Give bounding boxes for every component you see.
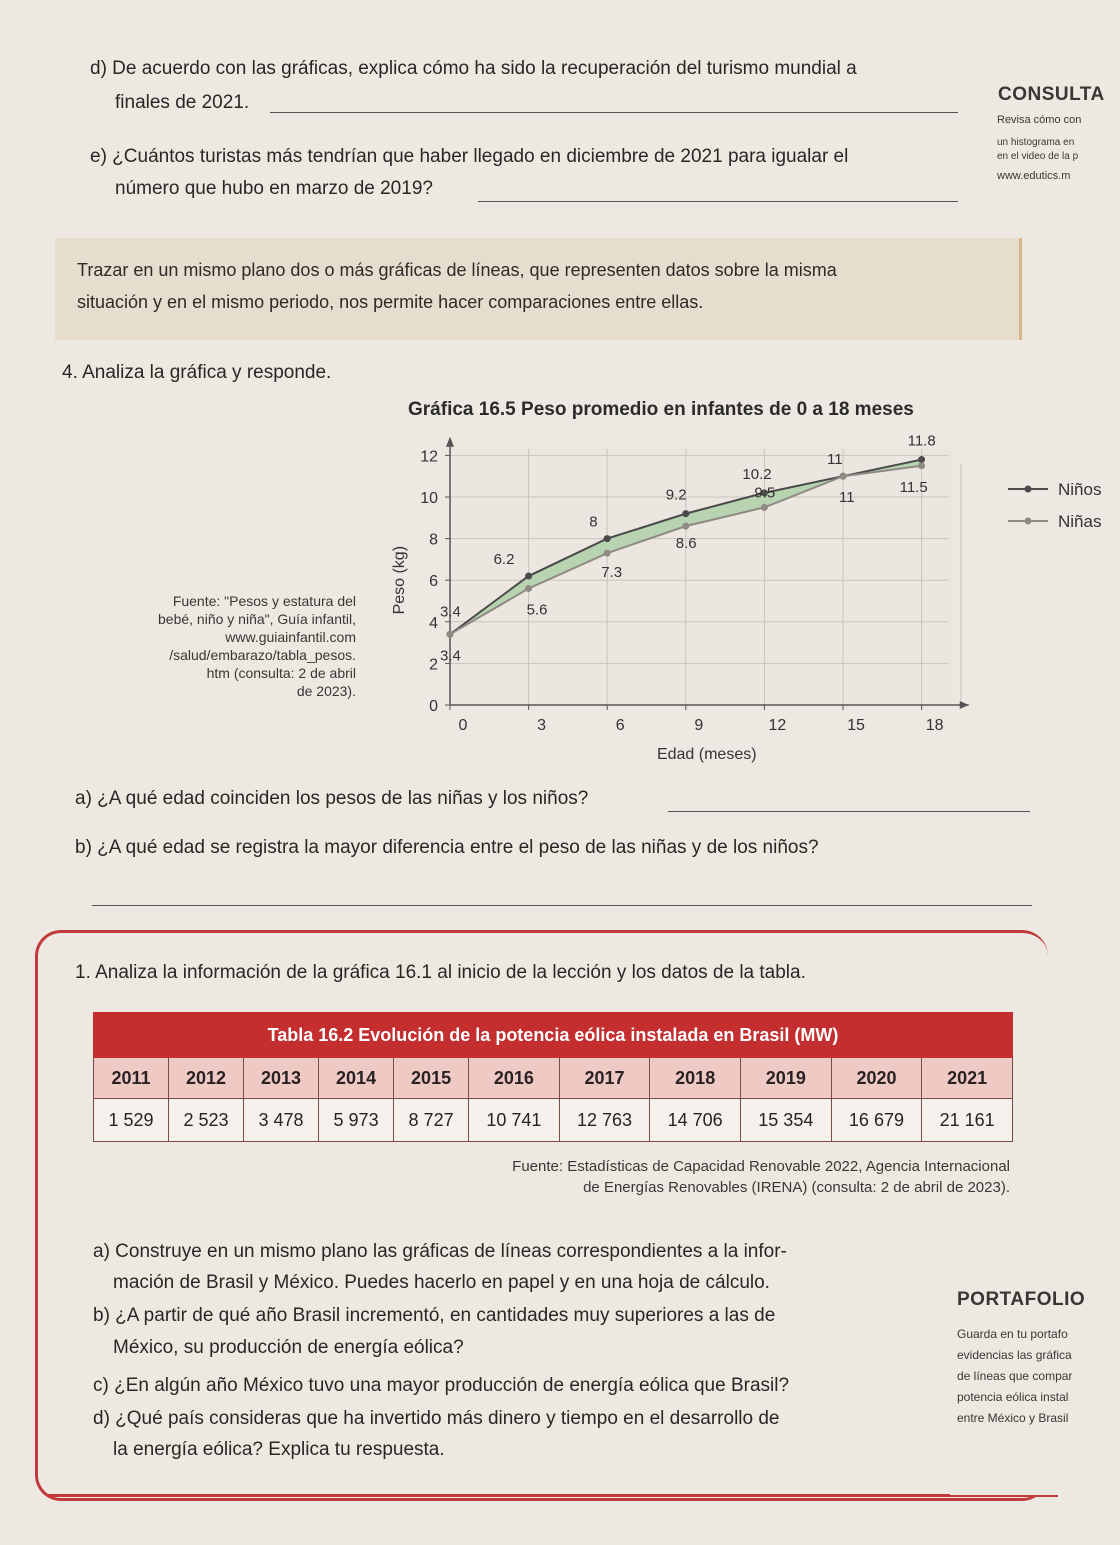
table-cell-value: 2 523 [169,1099,244,1142]
exercise4-question-a: a) ¿A qué edad coinciden los pesos de las niñas y los niños? [75,788,589,809]
activity1-a-line2: mación de Brasil y México. Puedes hacerlo en papel y en una hoja de cálculo. [113,1272,770,1293]
data-label: 5.6 [526,601,548,619]
table-cell-year: 2019 [741,1058,832,1099]
info-line2: situación y en el mismo periodo, nos permite hacer comparaciones entre ellas. [77,292,704,312]
data-point [682,523,689,530]
data-point [604,535,611,542]
activity1-b-line1: b) ¿A partir de qué año Brasil incrementó, en cantidades muy superiores a las de [93,1305,776,1326]
table-cell-year: 2014 [319,1058,394,1099]
y-axis-label: Peso (kg) [391,545,408,615]
x-axis-label: Edad (meses) [656,746,757,763]
data-point [525,585,532,592]
portafolio-line5: entre México y Brasil [957,1411,1069,1425]
activity1-title: 1. Analiza la información de la gráfica 16.1 al inicio de la lección y los datos de la tabla. [75,962,806,983]
data-label: 6.2 [493,551,515,569]
activity1-c: c) ¿En algún año México tuvo una mayor producción de energía eólica que Brasil? [93,1375,790,1396]
x-tick-label: 12 [768,717,787,734]
portafolio-line4: potencia eólica instal [957,1390,1069,1404]
portafolio-line3: de líneas que compar [957,1369,1073,1383]
table-cell-year: 2021 [922,1058,1013,1099]
table-cell-year: 2011 [94,1058,169,1099]
weight-chart [360,385,1120,770]
chart-title: Gráfica 16.5 Peso promedio en infantes de 0 a 18 meses [408,399,914,420]
source-line: Fuente: "Pesos y estatura del [172,593,356,609]
consulta-line1: Revisa cómo con [997,114,1082,126]
x-tick-label: 15 [847,717,865,734]
answer-line-e[interactable] [478,201,958,202]
data-label: 11 [839,489,855,507]
table-source-line1: Fuente: Estadísticas de Capacidad Renovable 2022, Agencia Internacional [512,1158,1010,1175]
table-cell-value: 16 679 [831,1099,922,1142]
answer-line-4b[interactable] [92,905,1032,906]
table-source-line2: de Energías Renovables (IRENA) (consulta: 2 de abril de 2023). [583,1179,1010,1196]
data-label: 9.2 [665,486,687,504]
y-tick-label: 0 [429,698,438,715]
table-cell-value: 5 973 [319,1099,394,1142]
portafolio-line2: evidencias las gráfica [957,1348,1072,1362]
table-cell-value: 15 354 [741,1099,832,1142]
question-e-line2: número que hubo en marzo de 2019? [115,178,433,199]
data-label: 8 [589,513,598,531]
x-tick-label: 9 [694,717,704,734]
table-cell-value: 1 529 [94,1099,169,1142]
data-label: 11 [827,451,843,469]
data-point [918,456,925,463]
table-source [300,1156,1010,1198]
source-line: htm (consulta: 2 de abril [206,665,356,681]
table-cell-year: 2013 [244,1058,319,1099]
data-label: 3.4 [440,603,461,621]
table-cell-value: 3 478 [244,1099,319,1142]
legend-label: Niños [1058,480,1102,499]
activity-box-bottom [48,1494,1058,1497]
activity1-d-line2: la energía eólica? Explica tu respuesta. [113,1439,445,1460]
y-tick-label: 6 [429,573,438,591]
table-caption: Tabla 16.2 Evolución de la potencia eólica instalada en Brasil (MW) [94,1013,1013,1058]
data-point [761,504,768,511]
question-d-line2: finales de 2021. [115,92,250,113]
activity1-d-line1: d) ¿Qué país consideras que ha invertido más dinero y tiempo en el desarrollo de [93,1408,780,1429]
exercise4-title: 4. Analiza la gráfica y responde. [62,362,332,383]
legend-swatch-point [1025,518,1032,525]
data-point [525,573,532,580]
x-tick-label: 3 [537,717,547,734]
y-tick-label: 4 [429,614,438,632]
activity1-b-line2: México, su producción de energía eólica? [113,1337,464,1358]
wind-power-table [93,1012,1013,1142]
info-box [55,238,1022,340]
table-cell-value: 12 763 [559,1099,650,1142]
data-point [447,631,454,638]
data-label: 9.5 [754,484,776,502]
activity1-a-line1: a) Construye en un mismo plano las gráficas de líneas correspondientes a la infor- [93,1241,787,1262]
data-label: 7.3 [601,564,623,582]
table-cell-year: 2012 [169,1058,244,1099]
question-d-line1: d) De acuerdo con las gráficas, explica cómo ha sido la recuperación del turismo mundial a [90,58,857,79]
question-e-line1: e) ¿Cuántos turistas más tendrían que haber llegado en diciembre de 2021 para igualar el [90,146,849,167]
x-tick-label: 18 [925,717,944,734]
y-tick-label: 2 [429,656,438,674]
portafolio-line1: Guarda en tu portafo [957,1327,1068,1341]
table-cell-value: 10 741 [469,1099,560,1142]
answer-line-d[interactable] [270,112,958,113]
data-label: 11.5 [899,478,928,496]
data-label: 3.4 [440,647,461,665]
consulta-title: CONSULTA [998,84,1105,105]
table-cell-year: 2020 [831,1058,922,1099]
table-row-years [94,1058,1013,1099]
data-point [840,473,847,480]
source-line: www.guiainfantil.com [225,629,356,645]
table-row-values [94,1099,1013,1142]
consulta-line3: en el video de la p [997,151,1079,162]
answer-line-4a[interactable] [668,811,1030,812]
table-cell-value: 21 161 [922,1099,1013,1142]
table-cell-year: 2018 [650,1058,741,1099]
source-line: /salud/embarazo/tabla_pesos. [169,647,356,663]
portafolio-title: PORTAFOLIO [957,1289,1086,1310]
data-label: 10.2 [742,465,772,483]
table-cell-year: 2017 [559,1058,650,1099]
y-tick-label: 12 [420,448,438,466]
data-point [682,510,689,517]
y-tick-label: 8 [429,531,438,549]
table-cell-year: 2016 [469,1058,560,1099]
x-tick-label: 6 [615,717,625,734]
data-point [918,462,925,469]
source-line: bebé, niño y niña", Guía infantil, [158,611,356,627]
data-label: 11.8 [907,432,936,450]
legend-label: Niñas [1058,512,1102,531]
y-tick-label: 10 [420,490,438,507]
chart-source [60,592,356,700]
portafolio-panel [950,1285,1120,1495]
exercise4-question-b: b) ¿A qué edad se registra la mayor diferencia entre el peso de las niñas y de los niños? [75,837,819,858]
table-cell-value: 14 706 [650,1099,741,1142]
x-axis-arrow [960,701,969,709]
consulta-link[interactable]: www.edutics.m [997,170,1071,182]
data-point [604,550,611,557]
info-line1: Trazar en un mismo plano dos o más gráficas de líneas, que representen datos sobre la misma [77,260,837,280]
legend-swatch-point [1025,486,1032,493]
source-line: de 2023). [296,683,356,699]
y-axis-arrow [446,437,454,447]
x-tick-label: 0 [458,717,468,734]
data-label: 8.6 [675,535,697,553]
table-cell-year: 2015 [394,1058,469,1099]
consulta-line2: un histograma en [997,137,1075,148]
table-cell-value: 8 727 [394,1099,469,1142]
